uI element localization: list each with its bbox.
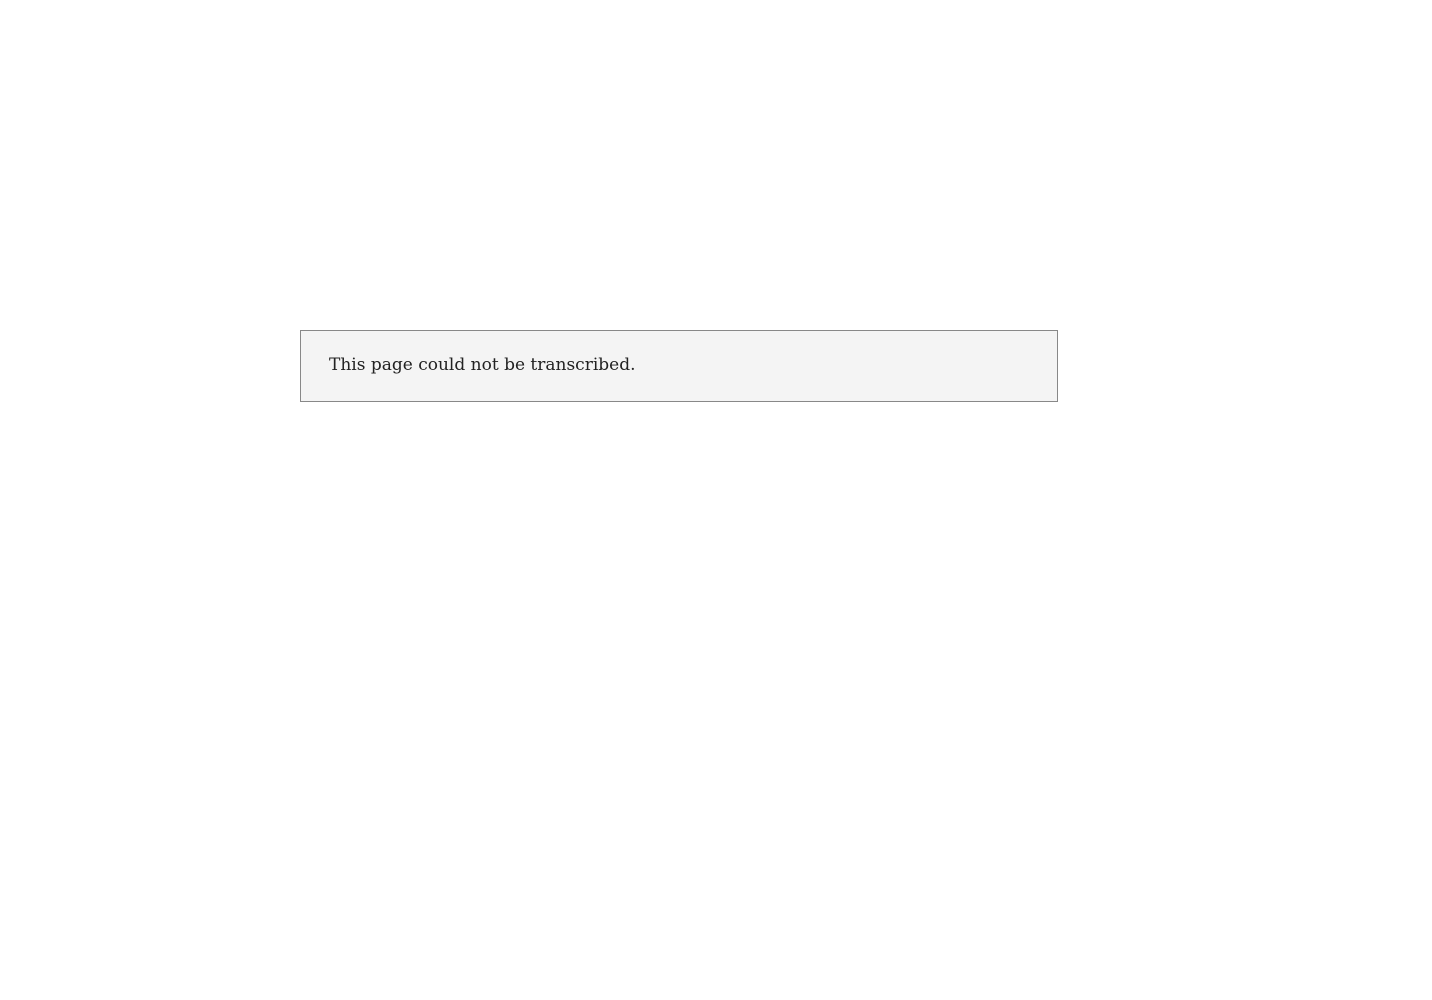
transcription-notice: This page could not be transcribed. (300, 330, 1058, 402)
